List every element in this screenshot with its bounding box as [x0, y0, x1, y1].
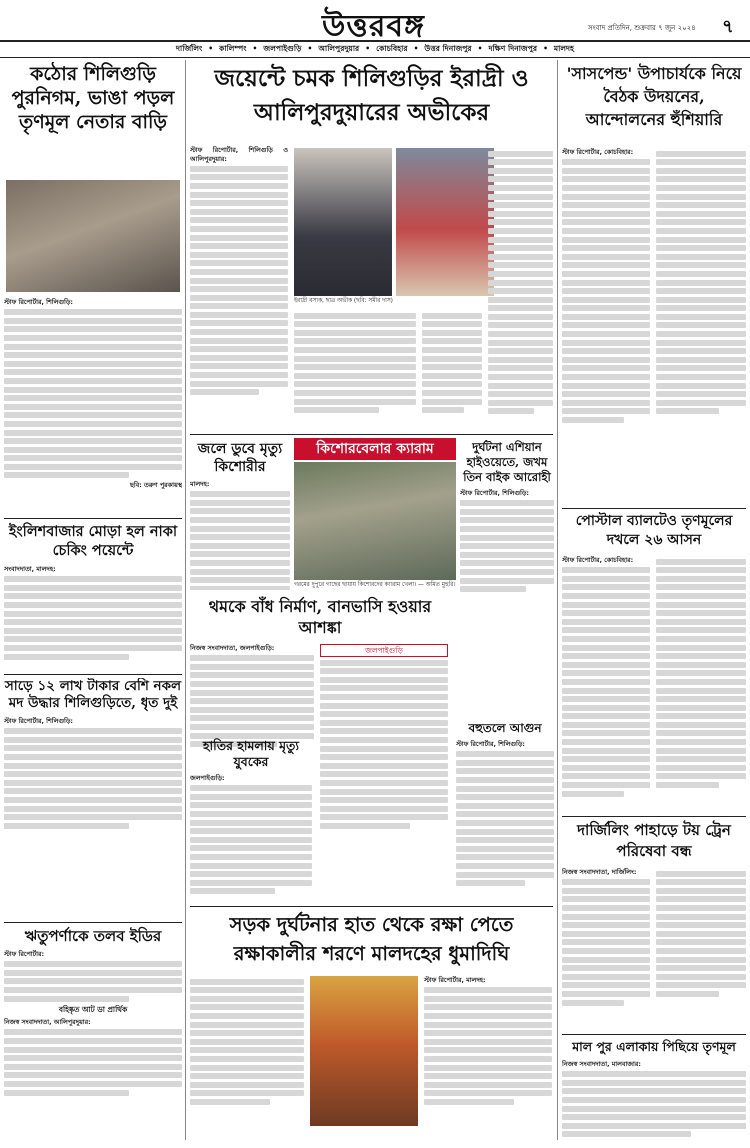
dateline: সংবাদদাতা, মালদহ: [4, 565, 56, 573]
story-drown [190, 440, 290, 590]
photo-caption: গরমের দুপুরে গাছের ছায়ায় কিশোরদের ক্যারাম খেলা। — অমিত মুহুরি। [294, 582, 456, 588]
byline: ছবি: তরুণ পুরকায়স্থ [130, 481, 182, 490]
story-mal [562, 1038, 746, 1144]
story-corporation [4, 62, 182, 514]
edition-info: সংবাদ প্রতিদিন, শুক্রবার ৭ জুন ২০২৪ [588, 24, 696, 32]
headline[interactable]: সড়ক দুর্ঘটনার হাত থেকে রক্ষা পেতে রক্ষাকালীর শরণে মালদহের ধুমাদিঘি [229, 913, 514, 965]
headline[interactable]: ইংলিশবাজার মোড়া হল নাকা চেকিং পয়েন্টে [8, 523, 178, 559]
district-nav: দার্জিলিং • কালিম্পং • জলপাইগুড়ি • আলিপুরদুয়ার • কোচবিহার • উত্তর দিনাজপুর • দক্ষিণ দিনাজপুর • মালদহ [0, 42, 750, 56]
student-photo-avik [396, 148, 494, 296]
district-item[interactable]: কালিম্পং [219, 44, 247, 53]
headline[interactable]: থমকে বাঁধ নির্মাণ, বানভাসি হওয়ার আশঙ্কা [208, 597, 432, 637]
district-item[interactable]: উত্তর দিনাজপুর [424, 44, 472, 53]
district-item[interactable]: আলিপুরদুয়ার [318, 44, 360, 53]
headline[interactable]: জয়েন্টে চমক শিলিগুড়ির ইরাদ্রী ও আলিপুরদুয়ারের অভীকের [214, 65, 529, 126]
district-item[interactable]: জলপাইগুড়ি [263, 44, 302, 53]
masthead [0, 0, 750, 38]
story-carrom [294, 438, 456, 594]
dateline: স্টাফ রিপোর্টার, কোচবিহার: [562, 556, 634, 564]
story-liquor [4, 678, 182, 858]
story-fire [456, 720, 554, 900]
section-tag: জলপাইগুড়ি [320, 644, 448, 657]
dateline: জলপাইগুড়ি: [190, 774, 225, 782]
student-photo-iradri [294, 148, 392, 296]
dateline: স্টাফ রিপোর্টার, শিলিগুড়ি: [456, 740, 525, 748]
district-item[interactable]: মালদহ [553, 44, 574, 53]
headline[interactable]: পোস্টাল ব্যালটেও তৃণমূলের দখলে ২৬ আসন [575, 513, 733, 548]
district-item[interactable]: দার্জিলিং [176, 44, 203, 53]
subhead[interactable]: বহিষ্কৃত আট ডা প্রার্থিক [58, 1004, 128, 1014]
dateline: নিজস্ব সংবাদদাতা, দার্জিলিং: [562, 868, 637, 876]
story-highway [460, 440, 554, 620]
headline[interactable]: দার্জিলিং পাহাড়ে টয় ট্রেন পরিষেবা বন্ধ [577, 821, 731, 860]
carrom-photo [294, 462, 456, 580]
headline[interactable]: 'সাসপেন্ড' উপাচার্যকে নিয়ে বৈঠক উদয়নের, আন্দোলনের হুঁশিয়ারি [566, 64, 742, 129]
demolition-photo [6, 180, 180, 292]
district-item[interactable]: কোচবিহার [376, 44, 408, 53]
masthead-title: উত্তরবঙ্গ [322, 9, 425, 38]
headline[interactable]: ঋতুপর্ণাকে তলব ইডির [24, 927, 162, 945]
story-elephant [190, 738, 312, 898]
story-rituparna [4, 926, 182, 1142]
dateline: স্টাফ রিপোর্টার, মালদহ: [424, 976, 486, 984]
dateline: নিজস্ব সংবাদদাতা, জলপাইগুড়ি: [190, 644, 275, 652]
headline[interactable]: বহুতলে আগুন [468, 721, 542, 735]
dateline: স্টাফ রিপোর্টার, শিলিগুড়ি: [4, 298, 73, 306]
headline[interactable]: কিশোরবেলার ক্যারাম [294, 438, 456, 460]
dateline: নিজস্ব সংবাদদাতা, মালবাজার: [562, 1060, 641, 1068]
headline[interactable]: হাতির হামলায় মৃত্যু যুবকের [202, 738, 300, 769]
page-number: ৭ [722, 16, 734, 37]
district-item[interactable]: দক্ষিণ দিনাজপুর [488, 44, 538, 53]
temple-photo [310, 976, 418, 1126]
photo-caption: ইরাদ্রী বসাক, ছাত্র অভীক (ছবি: সমীর দাস) [294, 298, 393, 304]
headline[interactable]: কঠোর শিলিগুড়ি পুরনিগম, ভাঙা পড়ল তৃণমূল নেতার বাড়ি [11, 63, 175, 133]
story-toy-train [562, 820, 746, 1030]
dateline: স্টাফ রিপোর্টার, কোচবিহার: [562, 148, 634, 156]
dateline: স্টাফ রিপোর্টার, শিলিগুড়ি ও আলিপুরদুয়ার: [190, 146, 288, 163]
headline[interactable]: জলে ডুবে মৃত্যু কিশোরীর [197, 441, 283, 475]
dateline: স্টাফ রিপোর্টার, শিলিগুড়ি: [460, 489, 529, 497]
story-checkpoint [4, 522, 182, 672]
headline[interactable]: সাড়ে ১২ লাখ টাকার বেশি নকল মদ উদ্ধার শিলিগুড়িতে, ধৃত দুই [4, 678, 182, 711]
story-suspended [562, 62, 746, 502]
story-postal [562, 512, 746, 812]
dateline: স্টাফ রিপোর্টার, শিলিগুড়ি: [4, 717, 73, 725]
headline[interactable]: মাল পুর এলাকায় পিছিয়ে তৃণমূল [572, 1039, 736, 1054]
dateline: মালদহ: [190, 480, 210, 488]
headline[interactable]: দুর্ঘটনা এশিয়ান হাইওয়েতে, জখম তিন বাইক আরোহী [463, 440, 551, 484]
story-accident [190, 910, 553, 1142]
story-jee [190, 62, 553, 434]
sub-dateline: নিজস্ব সংবাদদাতা, আলিপুরদুয়ার: [4, 1018, 91, 1027]
dateline: স্টাফ রিপোর্টার: [4, 950, 45, 958]
